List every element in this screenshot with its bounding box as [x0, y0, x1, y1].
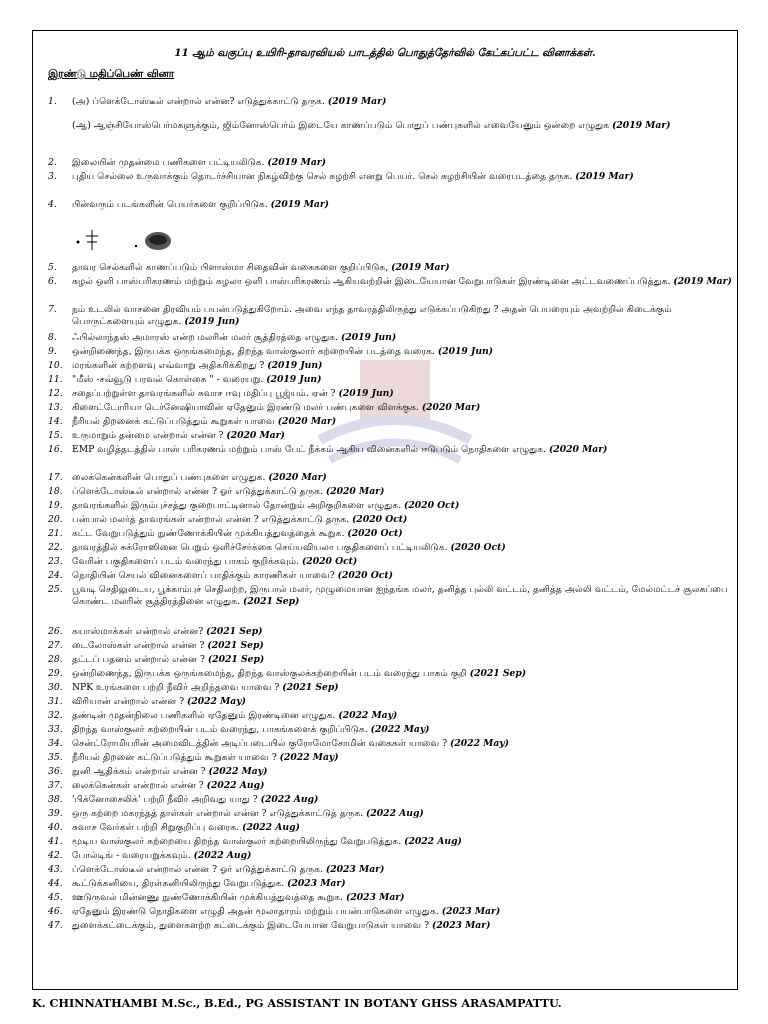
question-item [48, 850, 732, 862]
question-number: 35. [48, 752, 63, 763]
question-number: 6. [48, 276, 57, 287]
question-year: (2022 Aug) [366, 808, 424, 819]
footer-credit: K. CHINNATHAMBI M.Sc., B.Ed., PG ASSISTANT IN BOTANY GHSS ARASAMPATTU. [32, 996, 562, 1010]
question-number: 33. [48, 724, 63, 735]
question-year: (2019 Mar) [267, 157, 326, 168]
question-number: 25. [48, 584, 63, 595]
question-number: 12. [48, 388, 63, 399]
question-year: (2020 Oct) [352, 514, 408, 525]
question-number: 2. [48, 157, 57, 168]
question-year: (2020 Oct) [337, 570, 393, 581]
question-year: (2022 Aug) [260, 794, 319, 805]
question-year: (2020 Oct) [301, 556, 358, 567]
question-text: வேரின் பகுதிகளைப் படம் வரைந்து பாகம் குறிக்கவும். (2020 Oct) [72, 556, 358, 567]
question-number: 27. [48, 640, 63, 651]
question-year: (2019 Jun) [341, 332, 397, 343]
question-number: 37. [48, 780, 63, 791]
question-year: (2020 Oct) [347, 528, 403, 539]
question-text: இலையின் முதன்மை பணிகளை பட்டியலிடுக. (2019 Mar) [72, 157, 326, 168]
question-year: (2022 Aug) [404, 836, 462, 847]
question-number: 38. [48, 794, 63, 805]
question-number: 44. [48, 878, 63, 889]
question-number: 18. [48, 486, 63, 497]
question-text: பூவடி செதிலுடைய, பூக்காம்புச் செதிலற்ற, இருபால் மலர், முழுமையான ஐந்தங்க மலர், தனித்த புல்லி வட்டம், தனித்த அல்லி வட்டம், மேல்மட்டச் சூலகப்பை கொண்ட மலரின் சூத்திரத்தினை எழுதுக. (2021 Sep) [72, 584, 728, 608]
question-year: (2022 May) [279, 752, 339, 763]
question-number: 17. [48, 472, 63, 483]
question-number: 46. [48, 906, 63, 917]
question-text: போல்டிங் - வரையறுக்கவும். (2022 Aug) [72, 850, 252, 861]
question-text: டைலோஸ்கள் என்றால் என்ன ? (2021 Sep) [72, 640, 264, 651]
question-text: EMP வழித்தடத்தில் பாஸ் பரிகரணம் மற்றும் பாஸ் பேட் நீக்கம் ஆகிய வினைகளில் ஈடுபடும் நொதிகளை எழுதுக. (2020 Mar) [72, 444, 608, 455]
question-item [48, 738, 732, 750]
question-item [48, 388, 732, 400]
question-number: 1. [48, 96, 57, 107]
question-year: (2022 Aug) [193, 850, 252, 861]
question-text: கிளைட்டோரியா டெர்னேஷியாவின் ஏதேனும் இரண்டு மலர் பண்புகளை விளக்குக. (2020 Mar) [72, 402, 481, 413]
question-number: 42. [48, 850, 63, 861]
question-year: (2022 May) [338, 710, 398, 721]
question-year: (2019 Mar) [673, 276, 732, 287]
question-year: (2020 Mar) [548, 444, 608, 455]
question-year: (2019 Mar) [575, 171, 634, 182]
question-year: (2019 Mar) [270, 199, 330, 210]
question-item [48, 892, 732, 904]
question-year: (2022 May) [187, 696, 246, 707]
question-text: ஒன்றிணைந்த, இருபக்க ஒருங்கமைந்த, திறந்த வாஸ்குலக்கற்றையின் படம் வரைந்து பாகம் குறி (2021 Sep) [72, 668, 527, 679]
question-item [48, 346, 732, 358]
question-item [48, 262, 732, 274]
question-item [48, 304, 732, 329]
question-text: தண்டின் முதன்நிலை பணிகளில் ஏதேனும் இரண்டினை எழுதுக. (2022 May) [72, 710, 398, 721]
question-4-figures [72, 228, 192, 252]
question-text: NPK உரங்களை பற்றி நீவிர் அறிந்தவை யாவை ? (2021 Sep) [72, 682, 339, 693]
question-item [48, 822, 732, 834]
question-number: 14. [48, 416, 63, 427]
question-text: சென்ட்ரோமியரின் அமைவிடத்தின் அடிப்படையில் குரோமோசோமின் வகைகள் யாவை ? (2022 May) [72, 738, 509, 749]
question-text: தாவர செல்களில் காணப்படும் பிளாஸ்மா சிதைவின் வகைகளை குறிப்பிடுக, (2019 Mar) [72, 262, 450, 273]
question-item [48, 668, 732, 680]
question-item [48, 780, 732, 792]
question-year: (2019 Mar) [391, 262, 450, 273]
question-text: நொதியின் செயல் வினைகளைப் பாதிக்கும் காரணிகள் யாவை? (2020 Oct) [72, 570, 393, 581]
question-item [48, 710, 732, 722]
question-number: 13. [48, 402, 63, 413]
question-item [48, 528, 732, 540]
question-item [48, 199, 732, 211]
question-text: பன்பால் மலர்த் தாவரங்கள் என்றால் என்ன ? எடுத்துக்காட்டு தருக. (2020 Oct) [72, 514, 408, 525]
question-year: (2022 May) [370, 724, 430, 735]
question-text: மரங்களின் கற்றளவு எவ்வாறு அதிகரிக்கிறது ? (2019 Jun) [72, 360, 323, 371]
question-text: துளைக்கட்டைக்கும், துளைகளற்ற கட்டைக்கும் இடையேயான வேறுபாடுகள் யாவை ? (2023 Mar) [72, 920, 491, 931]
question-item [48, 878, 732, 890]
question-item [48, 542, 732, 554]
question-text: நீரியல் திறனை கட்டுப்படுத்தும் கூறுகள் யாவை ? (2022 May) [72, 752, 339, 763]
question-number: 3. [48, 171, 57, 182]
question-year: (2019 Jun) [184, 316, 240, 328]
question-item [48, 752, 732, 764]
question-year: (2019 Mar) [327, 96, 387, 107]
question-item [48, 157, 732, 169]
question-item [48, 430, 732, 442]
question-number: 36. [48, 766, 63, 777]
question-item [48, 836, 732, 848]
question-text: ஒன்றிணைந்த, இருபக்க ஒருங்கமைந்த, திறந்த வாஸ்குலார் கற்றையின் படத்தை வரைக. (2019 Jun) [72, 346, 494, 357]
section-heading: இரண்டு மதிப்பெண் வினா [48, 68, 175, 80]
question-text: புதிய செல்லை உருவாக்கும் தொடர்ச்சியான நிகழ்விற்கு செல் சுழற்சி எனறு பெயர். செல் சுழற்சியின் வரைபடத்தை தருக. (2019 Mar) [72, 171, 634, 182]
question-text: தாவரங்களில் இரும்புச்சத்து குறைபாட்டினால் தோன்றும் அறிகுறிகளை எழுதுக. (2020 Oct) [72, 500, 460, 511]
question-item [48, 570, 732, 582]
question-year: (2019 Jun) [437, 346, 494, 357]
question-text: கூட்டுக்கனியை, திரள்கனியிலிருந்து வேறுபடுத்துக. (2023 Mar) [72, 878, 346, 889]
question-text: (அ) ப்ளெக்டோஸ்டீல் என்றால் என்ன? எடுத்துக்காட்டு தருக. (2019 Mar) [72, 96, 387, 107]
question-text: தாவரத்தில் சுக்ரோஸினை பெறும் ஒளிச்சேர்க்கை செய்யவியலா பகுதிகளைப் பட்டியலிடுக. (2020 Oct) [72, 542, 506, 553]
question-year: (2022 May) [450, 738, 509, 749]
question-year: (2021 Sep) [469, 668, 527, 679]
question-number: 7. [48, 304, 57, 315]
question-number: 8. [48, 332, 57, 343]
question-item [48, 500, 732, 512]
stomata-figure-icon [77, 230, 99, 250]
question-year: (2019 Jun) [266, 374, 322, 385]
question-year: (2023 Mar) [325, 864, 385, 875]
question-item [48, 486, 732, 498]
question-item [48, 696, 732, 708]
question-item [48, 584, 732, 609]
question-item [48, 766, 732, 778]
question-number: 21. [48, 528, 63, 539]
question-text: லைக்கென்களின் பொதுப் பண்புகளை எழுதுக. (2020 Mar) [72, 472, 327, 483]
question-item [48, 374, 732, 386]
question-text: லைக்கென்கள் என்றால் என்ன ? (2022 Aug) [72, 780, 265, 791]
question-year: (2019 Jun) [267, 360, 323, 371]
question-text: விரியான் என்றால் என்ன ? (2022 May) [72, 696, 246, 707]
question-text: ஊடுருவல் மின்னணு நுண்ணோக்கியின் முக்கியத்துவத்தை கூறுக. (2023 Mar) [72, 892, 405, 903]
page-title: 11 ஆம் வகுப்பு உயிரி-தாவரவியல் பாடத்தில் பொதுத்தேர்வில் கேட்கப்பட்ட வினாக்கள். [174, 47, 596, 59]
question-year: (2022 Aug) [242, 822, 300, 833]
question-item [48, 276, 732, 288]
question-number: 34. [48, 738, 63, 749]
question-number: 11. [48, 374, 63, 385]
question-number: 29. [48, 668, 63, 679]
question-number: 47. [48, 920, 63, 931]
question-item [48, 444, 732, 456]
question-number: 20. [48, 514, 63, 525]
question-text: 'பிக்னோசைலிக்' பற்றி நீவிர் அறிவது யாது ? (2022 Aug) [72, 794, 319, 805]
question-text: மூடிய வாஸ்குலர் கற்றையை திறந்த வாஸ்குலர் கற்றையிலிருந்து வேறுபடுத்துக. (2022 Aug) [72, 836, 462, 847]
question-year: (2020 Mar) [226, 430, 285, 441]
question-year: (2021 Sep) [242, 596, 300, 608]
question-number: 23. [48, 556, 63, 567]
question-number: 15. [48, 430, 63, 441]
question-item [48, 120, 732, 132]
question-year: (2020 Mar) [421, 402, 481, 413]
question-item [48, 96, 732, 108]
question-item [48, 808, 732, 820]
question-year: (2021 Sep) [206, 626, 263, 637]
question-number: 32. [48, 710, 63, 721]
question-text: ப்ளெக்டோஸ்டீல் என்றால் என்ன ? ஓர் எடுத்துக்காட்டு தருக. (2020 Mar) [72, 486, 385, 497]
question-year: (2019 Mar) [612, 120, 671, 131]
question-number: 40. [48, 822, 63, 833]
question-text: சுழல் ஒளி பாஸ்பரிகரணம் மற்றும் சுழலா ஒளி பாஸ்பரிகரணம் ஆகியவற்றின் இடையேயான வேறுபாடுகள் இரண்டினை அட்டவணைப்படுத்துக. (2019 Mar) [72, 276, 732, 287]
question-text: திறந்த வாஸ்குலர் கற்றையின் படம் வரைந்து, பாகங்களைக் குறிப்பிடுக. (2022 May) [72, 724, 430, 735]
question-number: 31. [48, 696, 63, 707]
question-number: 45. [48, 892, 63, 903]
question-item [48, 402, 732, 414]
question-number: 26. [48, 626, 63, 637]
question-year: (2020 Mar) [325, 486, 385, 497]
question-item [48, 864, 732, 876]
question-item [48, 654, 732, 666]
question-item [48, 640, 732, 652]
question-number: 39. [48, 808, 63, 819]
question-number: 5. [48, 262, 57, 273]
question-year: (2021 Sep) [282, 682, 339, 693]
question-year: (2022 May) [208, 766, 268, 777]
question-text: சதைப்பற்றுள்ள தாவரங்களில் சுவாச ஈவு மதிப்பு பூஜ்யம். ஏன் ? (2019 Jun) [72, 388, 394, 399]
question-year: (2021 Sep) [207, 654, 265, 665]
question-text: நம் உடலில் வாசனை திரவியம் பயன்படுத்துகிறோம். அவை எந்த தாவரத்திலிருந்து எடுக்கப்படுகிறது ? அதன் பெயரையும் அவற்றில் கிடைக்கும் பொருட்களையும் எழுதுக. (2019 Jun) [72, 304, 672, 328]
question-item [48, 472, 732, 484]
question-item [48, 171, 732, 183]
question-year: (2023 Mar) [287, 878, 346, 889]
cell-figure-icon [135, 232, 171, 250]
question-year: (2020 Oct) [450, 542, 506, 553]
question-item [48, 682, 732, 694]
question-text: தட்டப் பதனம் என்றால் என்ன ? (2021 Sep) [72, 654, 265, 665]
question-item [48, 332, 732, 344]
question-item [48, 360, 732, 372]
question-item [48, 724, 732, 736]
question-number: 43. [48, 864, 63, 875]
question-item [48, 906, 732, 918]
question-text: (ஆ) ஆஞ்சியோஸ்பெர்மகளுக்கும், ஜிம்னோஸ்பெர்ம் இடையே காணப்படும் பொதுப் பண்புகளில் எவையேனும் ஒன்றை எழுதுக (2019 Mar) [72, 120, 671, 131]
question-number: 19. [48, 500, 63, 511]
question-item [48, 514, 732, 526]
question-item [48, 626, 732, 638]
question-year: (2022 Aug) [206, 780, 265, 791]
question-item [48, 556, 732, 568]
question-number: 4. [48, 199, 57, 210]
question-number: 9. [48, 346, 57, 357]
question-text: சுவாச வேர்கள் பற்றி சிறுகுறிப்பு வரைக. (2022 Aug) [72, 822, 300, 833]
question-text: ப்ளெக்டோஸ்டீல் என்றால் என்ன ? ஓர் எடுத்துக்காட்டு தருக. (2023 Mar) [72, 864, 385, 875]
question-item [48, 416, 732, 428]
question-text: நீரியல் திறனைக் கட்டுப்படுத்தும் கூறுகள் யாவை (2020 Mar) [72, 416, 337, 427]
question-number: 16. [48, 444, 63, 455]
question-number: 30. [48, 682, 63, 693]
question-year: (2019 Jun) [338, 388, 394, 399]
question-year: (2023 Mar) [346, 892, 405, 903]
question-text: பின்வரும் படங்களின் பெயர்களை குறிப்பிடுக. (2019 Mar) [72, 199, 330, 210]
question-number: 22. [48, 542, 63, 553]
question-text: ஃபில்லாந்தஸ் அமாரஸ் என்ற மலரின் மலர் சூத்திரத்தை எழுதுக. (2019 Jun) [72, 332, 397, 343]
question-number: 24. [48, 570, 63, 581]
question-number: 41. [48, 836, 63, 847]
question-text: நுனி ஆதிக்கம் என்றால் என்ன ? (2022 May) [72, 766, 268, 777]
question-year: (2020 Mar) [268, 472, 327, 483]
question-text: கயாஸ்மாக்கள் என்றால் என்ன? (2021 Sep) [72, 626, 263, 637]
question-text: ஒரு கற்றை மகரந்தத் தாள்கள் என்றால் என்ன ? எடுத்துக்காட்டுத் தருக. (2022 Aug) [72, 808, 424, 819]
question-number: 10. [48, 360, 63, 371]
question-number: 28. [48, 654, 63, 665]
question-text: "மீஸ் -சவ்வூடு பரவல் கொள்கை " - வரையறு. (2019 Jun) [72, 374, 322, 385]
question-year: (2021 Sep) [207, 640, 264, 651]
question-text: ஏதேனும் இரண்டு நொதிகளை எழுதி அதன் மூலாதாரம் மற்றும் பயன்பாடுகளை எழுதுக. (2023 Mar) [72, 906, 501, 917]
question-text: கட்ட வேறுபடுத்தும் நுண்ணோக்கியின் முக்கியத்துவத்தைக் கூறுக. (2020 Oct) [72, 528, 403, 539]
question-text: உருமாறும் தன்மை என்றால் என்ன ? (2020 Mar) [72, 430, 285, 441]
question-item [48, 794, 732, 806]
question-year: (2023 Mar) [432, 920, 491, 931]
question-year: (2023 Mar) [441, 906, 501, 917]
question-year: (2020 Mar) [277, 416, 337, 427]
question-year: (2020 Oct) [404, 500, 460, 511]
question-item [48, 920, 732, 932]
